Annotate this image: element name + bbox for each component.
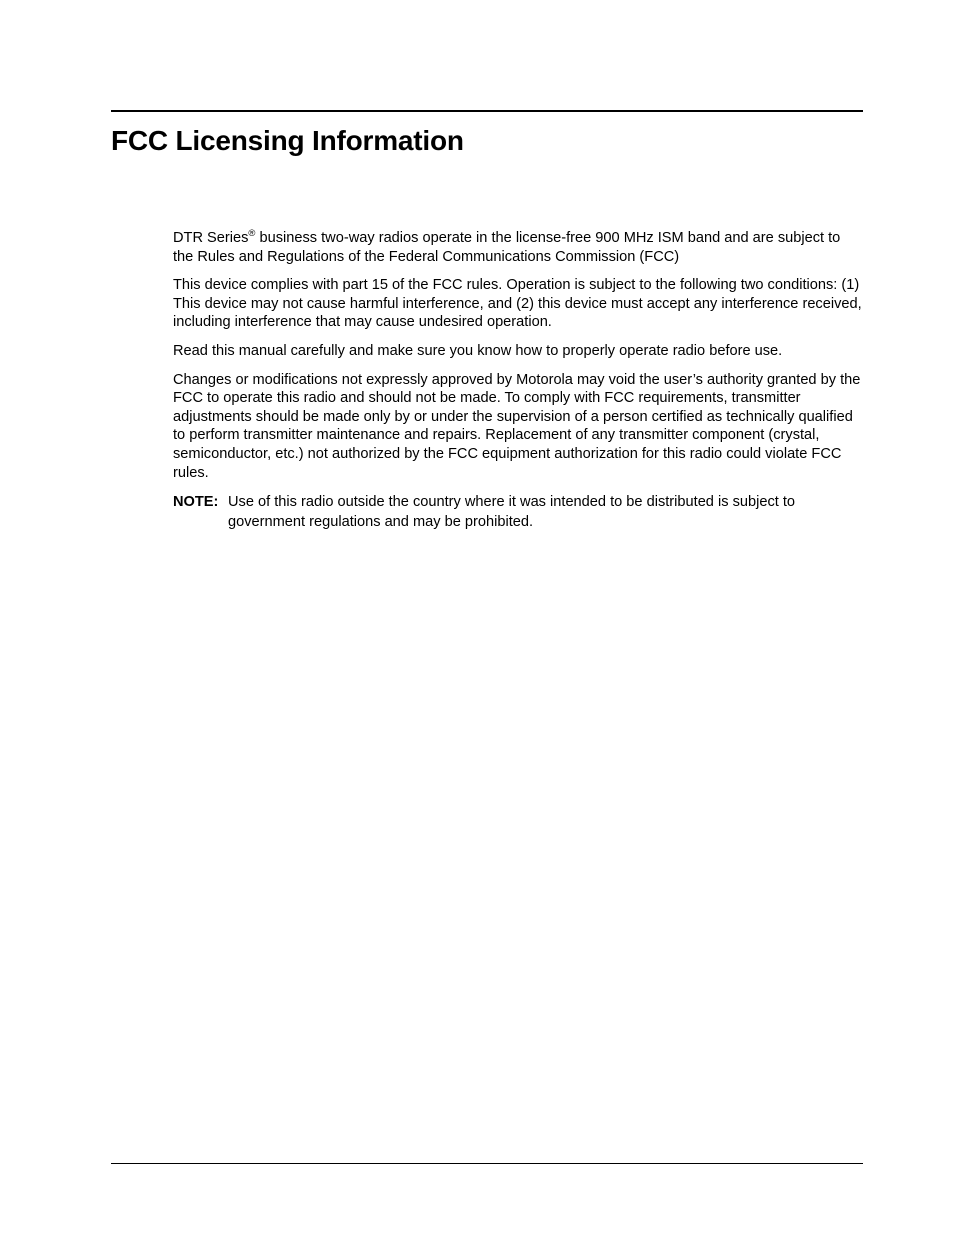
registered-mark: ® [248, 228, 256, 239]
page-title: FCC Licensing Information [111, 125, 464, 156]
note-block [173, 492, 863, 532]
paragraph-intro [173, 229, 863, 266]
document-body [173, 229, 863, 532]
paragraph-modifications: Changes or modifications not expressly approved by Motorola may void the user’s authority granted by the FCC to operate this radio and should not be made. To comply with FCC requirements, transmitter adjustments should be made only by or under the supervision of a person certified as technically qualified to perform transmitter maintenance and repairs. Replacement of any transmitter component (crystal, semiconductor, etc.) not authorized by the FCC equipment authorization for this radio could violate FCC rules. [173, 371, 861, 481]
product-name: DTR Series [173, 230, 249, 246]
paragraph-part15: This device complies with part 15 of the FCC rules. Operation is subject to the following two conditions: (1) This device may not cause harmful interference, and (2) this device must accept any interference received, including interference that may cause undesired operation. [173, 277, 862, 331]
header-rule [111, 110, 863, 112]
paragraph-read-manual: Read this manual carefully and make sure you know how to properly operate radio before use. [173, 342, 783, 359]
note-text: Use of this radio outside the country where it was intended to be distributed is subject to government regulations and may be prohibited. [228, 494, 796, 531]
footer-rule [111, 1163, 863, 1164]
paragraph-intro-text: business two-way radios operate in the license-free 900 MHz ISM band and are subject to the Rules and Regulations of the Federal Communications Commission (FCC) [173, 230, 841, 265]
note-label: NOTE: [173, 494, 219, 511]
